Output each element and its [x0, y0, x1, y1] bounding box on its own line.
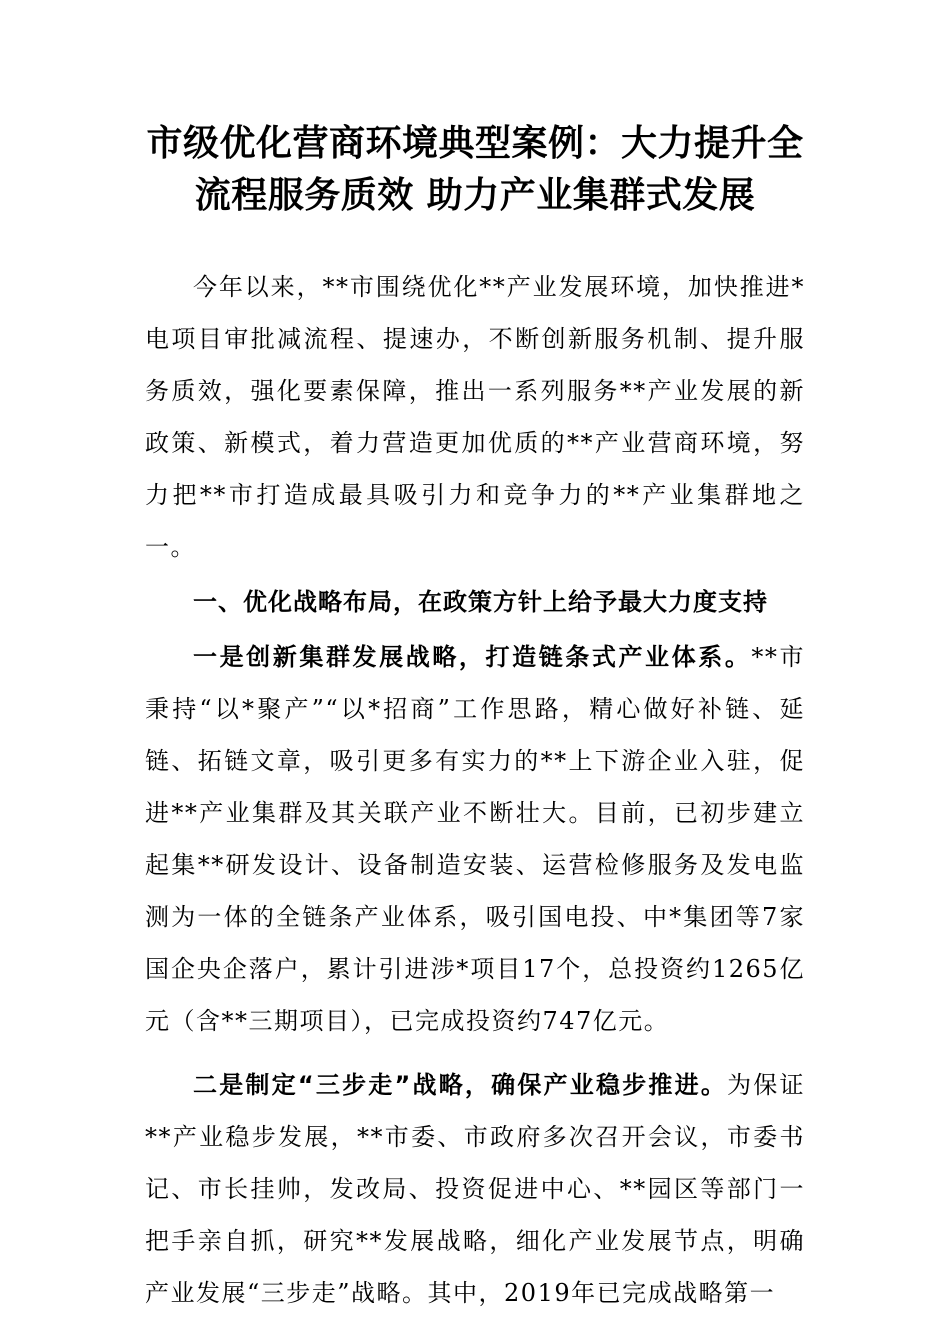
point-1-body: **市秉持“以*聚产”“以*招商”工作思路，精心做好补链、延链、拓链文章，吸引更多有实力的**上下游企业入驻，促进**产业集群及其关联产业不断壮大。目前，已初步建立起集**研发设计、设备制造安装、运营检修服务及发电监测为一体的全链条产业体系，吸引国电投、中*集团等7家国企央企落户，累计引进涉*项目17个，总投资约1265亿元（含**三期项目），已完成投资约747亿元。: [145, 643, 806, 1035]
point-2-body: 为保证**产业稳步发展，**市委、市政府多次召开会议，市委书记、市长挂帅，发改局、投资促进中心、**园区等部门一把手亲自抓，研究**发展战略，细化产业发展节点，明确产业发展“三步走”战略。其中，2019年已完成战略第一: [145, 1071, 806, 1307]
intro-paragraph: 今年以来，**市围绕优化**产业发展环境，加快推进*电项目审批减流程、提速办，不断创新服务机制、提升服务质效，强化要素保障，推出一系列服务**产业发展的新政策、新模式，着力营造更加优质的**产业营商环境，努力把**市打造成最具吸引力和竞争力的**产业集群地之一。: [145, 273, 805, 561]
document-title: [145, 118, 805, 222]
section-heading-1: 一、优化战略布局，在政策方针上给予最大力度支持: [193, 588, 768, 616]
point-1-lead: 一是创新集群发展战略，打造链条式产业体系。: [193, 643, 752, 671]
title-line-2: 流程服务质效 助力产业集群式发展: [194, 175, 756, 216]
title-line-1: 市级优化营商环境典型案例：大力提升全: [146, 123, 804, 164]
point-2-lead: 二是制定“三步走”战略，确保产业稳步推进。: [193, 1071, 728, 1099]
point-1-paragraph: [145, 631, 805, 1047]
point-2-paragraph: [145, 1059, 805, 1319]
document-page: [145, 118, 805, 1319]
